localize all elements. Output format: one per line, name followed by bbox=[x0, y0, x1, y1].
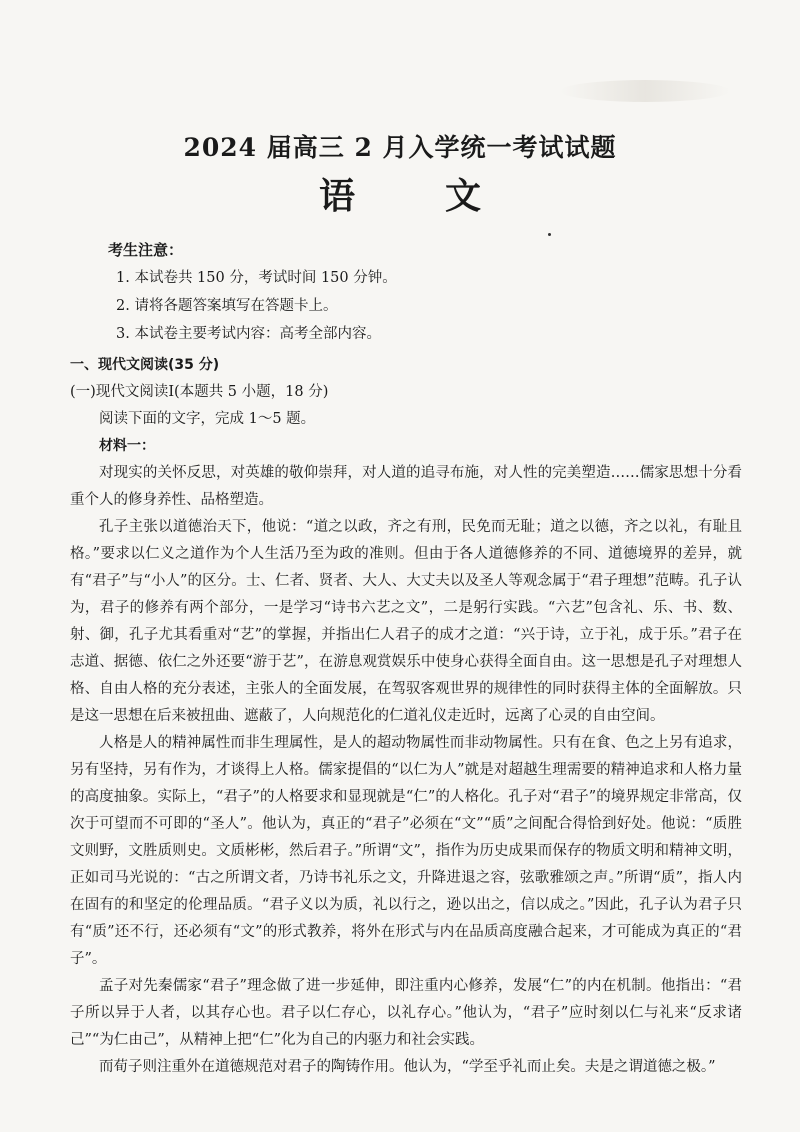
subject-char-1: 语 bbox=[318, 176, 355, 217]
scan-smudge bbox=[560, 80, 730, 102]
subject-heading bbox=[0, 168, 800, 219]
notice-item: 1. 本试卷共 150 分，考试时间 150 分钟。 bbox=[116, 270, 397, 286]
paragraph: 孟子对先秦儒家“君子”理念做了进一步延伸，即注重内心修养，发展“仁”的内在机制。他指出：“君子所以异于人者，以其存心也。君子以仁存心，以礼存心。”他认为，“君子”应时刻以仁与礼来“反求诸己”“为仁由己”，从精神上把“仁”化为自己的内驱力和社会实践。 bbox=[70, 978, 742, 1048]
notice-item: 2. 请将各题答案填写在答题卡上。 bbox=[116, 298, 338, 314]
paragraph: 人格是人的精神属性而非生理属性，是人的超动物属性而非动物属性。只有在食、色之上另有追求，另有坚持，另有作为，才谈得上人格。儒家提倡的“以仁为人”就是对超越生理需要的精神追求和人格力量的高度抽象。实际上，“君子”的人格要求和显现就是“仁”的人格化。孔子对“君子”的境界规定非常高，仅次于可望而不可即的“圣人”。他认为，真正的“君子”必须在“文”“质”之间配合得恰到好处。他说：“质胜文则野，文胜质则史。文质彬彬，然后君子。”所谓“文”，指作为历史成果而保存的物质文明和精神文明，正如司马光说的：“古之所谓文者，乃诗书礼乐之文，升降进退之容，弦歌雅颂之声。”所谓“质”，指人内在固有的和坚定的伦理品质。“君子义以为质，礼以行之，逊以出之，信以成之。”因此，孔子认为君子只有“质”还不行，还必须有“文”的形式教养，将外在形式与内在品质高度融合起来，才可能成为真正的“君子”。 bbox=[70, 735, 742, 967]
subsection-heading: (一)现代文阅读Ⅰ(本题共 5 小题，18 分) bbox=[70, 384, 329, 400]
candidate-notice bbox=[108, 236, 708, 348]
reading-section bbox=[70, 352, 742, 1081]
section-heading: 一、现代文阅读(35 分) bbox=[70, 357, 220, 373]
exam-title: 2024 届高三 2 月入学统一考试试题 bbox=[183, 133, 617, 162]
notice-item: 3. 本试卷主要考试内容：高考全部内容。 bbox=[116, 326, 381, 342]
notice-heading: 考生注意： bbox=[108, 241, 184, 259]
material-label: 材料一： bbox=[99, 438, 155, 454]
paragraph: 而荀子则注重外在道德规范对君子的陶铸作用。他认为，“学至乎礼而止矣。夫是之谓道德之极。” bbox=[99, 1059, 716, 1075]
paragraph: 对现实的关怀反思，对英雄的敬仰崇拜，对人道的追寻布施，对人性的完美塑造……儒家思想十分看重个人的修身养性、品格塑造。 bbox=[70, 465, 742, 508]
subject-char-2: 文 bbox=[445, 176, 482, 217]
instruction: 阅读下面的文字，完成 1～5 题。 bbox=[99, 411, 316, 427]
paragraph: 孔子主张以道德治天下，他说：“道之以政，齐之有刑，民免而无耻；道之以德，齐之以礼，有耻且格。”要求以仁义之道作为个人生活乃至为政的准则。但由于各人道德修养的不同、道德境界的差异，就有“君子”与“小人”的区分。士、仁者、贤者、大人、大丈夫以及圣人等观念属于“君子理想”范畴。孔子认为，君子的修养有两个部分，一是学习“诗书六艺之文”，二是躬行实践。“六艺”包含礼、乐、书、数、射、御，孔子尤其看重对“艺”的掌握，并指出仁人君子的成才之道：“兴于诗，立于礼，成于乐。”君子在志道、据德、依仁之外还要“游于艺”，在游息观赏娱乐中使身心获得全面自由。这一思想是孔子对理想人格、自由人格的充分表述，主张人的全面发展，在驾驭客观世界的规律性的同时获得主体的全面解放。只是这一思想在后来被扭曲、遮蔽了，人向规范化的仁道礼仪走近时，远离了心灵的自由空间。 bbox=[70, 519, 742, 724]
